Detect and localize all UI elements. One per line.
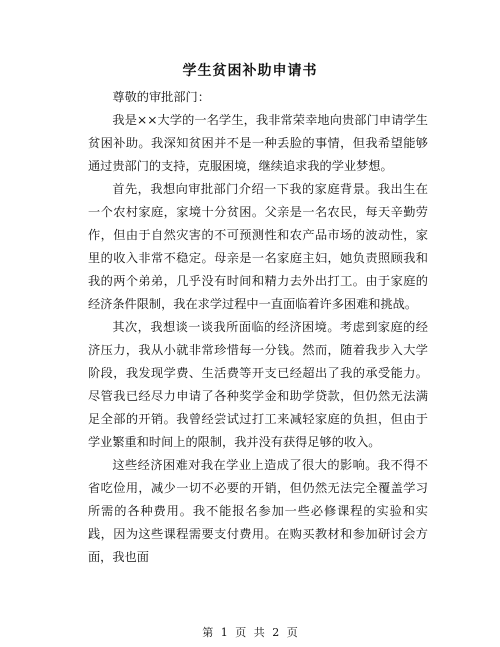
footer-total-word: 共 <box>253 626 265 639</box>
footer-page-word: 页 <box>235 626 247 639</box>
salutation: 尊敬的审批部门： <box>112 90 210 104</box>
paragraph-family-background: 首先，我想向审批部门介绍一下我的家庭背景。我出生在一个农村家庭，家境十分贫困。父亲是一名农民，每天辛勤劳作，但由于自然灾害的不可预测性和农产品市场的波动性，家里的收入非常不稳定。母亲是一名家庭主妇，她负责照顾我和我的两个弟弟，几乎没有时间和精力去外出打工。由于家庭的经济条件限制，我在求学过程中一直面临着许多困难和挑战。 <box>88 182 428 311</box>
footer-total-pages: 2 <box>272 626 280 639</box>
paragraph-academic-impact: 这些经济困难对我在学业上造成了很大的影响。我不得不省吃俭用，减少一切不必要的开销，但仍然无法完全覆盖学习所需的各种费用。我不能报名参加一些必修课程的实验和实践，因为这些课程需要支付费用。在购买教材和参加研讨会方面，我也面 <box>88 458 428 564</box>
footer-prefix: 第 <box>202 626 214 639</box>
footer-current-page: 1 <box>220 626 228 639</box>
page-footer <box>0 626 500 640</box>
paragraph-financial-hardship: 其次，我想谈一谈我所面临的经济困境。考虑到家庭的经济压力，我从小就非常珍惜每一分钱。然而，随着我步入大学阶段，我发现学费、生活费等开支已经超出了我的承受能力。尽管我已经尽力申请了各种奖学金和助学贷款，但仍然无法满足全部的开销。我曾经尝试过打工来减轻家庭的负担，但由于学业繁重和时间上的限制，我并没有获得足够的收入。 <box>88 320 428 449</box>
document-title: 学生贫困补助申请书 <box>182 63 318 79</box>
footer-suffix: 页 <box>286 626 298 639</box>
paragraph-intro: 我是××大学的一名学生，我非常荣幸地向贵部门申请学生贫困补助。我深知贫困并不是一种丢脸的事情，但我希望能够通过贵部门的支持，克服困境，继续追求我的学业梦想。 <box>88 113 428 173</box>
document-body <box>88 86 428 569</box>
